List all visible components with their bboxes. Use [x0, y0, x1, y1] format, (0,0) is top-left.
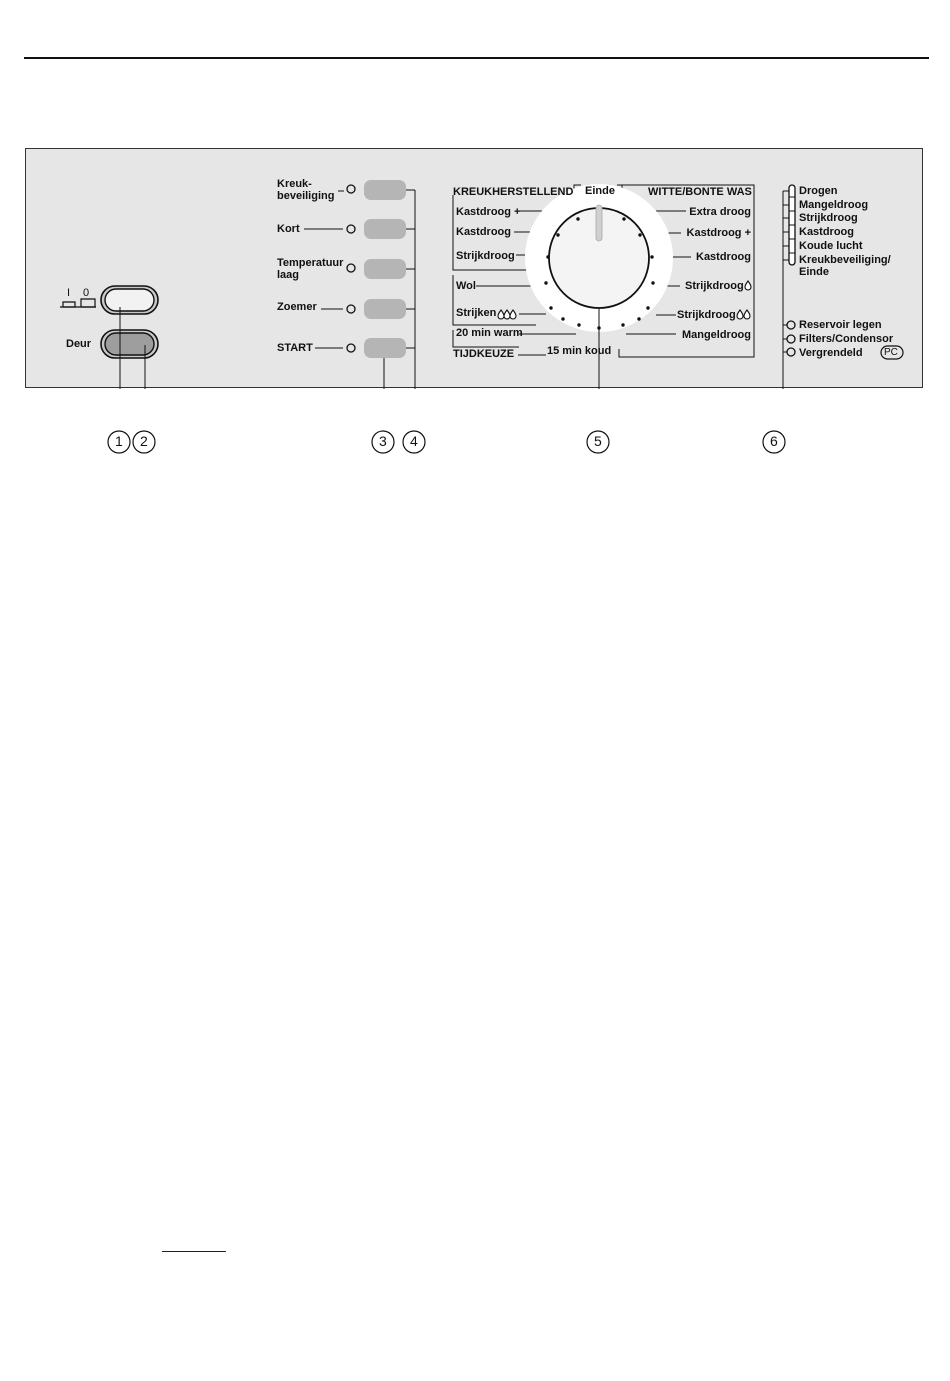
buzzer-label: Zoemer	[277, 301, 317, 313]
door-button[interactable]	[101, 330, 158, 358]
indicator-filter: Filters/Condensor	[799, 333, 894, 345]
start-led-icon	[347, 344, 355, 352]
dial-right-item-4: Strijkdroog	[685, 280, 744, 292]
progress-step-1: Drogen	[799, 185, 838, 197]
start-button	[364, 338, 406, 358]
crease-button	[364, 180, 406, 200]
dial-wool: Wol	[456, 280, 476, 292]
dial-right-item-1: Extra droog	[689, 206, 751, 218]
switch-symbol-icon	[60, 299, 96, 307]
callout-6: 6	[770, 433, 778, 449]
button-row-start	[315, 338, 406, 358]
dial-left-item-2: Kastdroog	[456, 226, 511, 238]
dial-right-item-5: Strijkdroog	[677, 309, 736, 321]
door-label: Deur	[66, 338, 92, 350]
dial-warm: 20 min warm	[456, 327, 523, 339]
buzzer-led-icon	[347, 305, 355, 313]
callout-3: 3	[379, 433, 387, 449]
temp-button	[364, 259, 406, 279]
crease-led-icon	[347, 185, 355, 193]
short-label: Kort	[277, 223, 300, 235]
progress-step-4: Kastdroog	[799, 226, 854, 238]
indicator-reservoir: Reservoir legen	[799, 319, 882, 331]
button-row-buzzer	[321, 299, 406, 319]
footnote-rule	[162, 1251, 226, 1252]
button-row-crease	[338, 180, 406, 200]
callout-1: 1	[115, 433, 123, 449]
reservoir-led-icon	[787, 321, 795, 329]
start-label: START	[277, 342, 313, 354]
power-button[interactable]	[101, 286, 158, 314]
dial-left-item-1: Kastdroog +	[456, 206, 521, 218]
progress-step-2: Mangeldroog	[799, 199, 869, 211]
dial-pointer-icon	[596, 205, 602, 241]
callout-2: 2	[140, 433, 148, 449]
pc-badge: PC	[884, 347, 898, 358]
dial-right-item-6: Mangeldroog	[681, 329, 751, 341]
callout-5: 5	[594, 433, 602, 449]
indicator-lock: Vergrendeld	[799, 347, 863, 359]
dial-group-top: Einde	[585, 185, 615, 197]
progress-bar	[783, 185, 795, 389]
power-on-symbol: I	[67, 287, 71, 299]
dial-group-left: KREUKHERSTELLEND	[453, 186, 574, 198]
dial-left-item-3: Strijkdroog	[456, 250, 515, 262]
dial-iron: Strijken	[456, 307, 497, 319]
temp-led-icon	[347, 264, 355, 272]
progress-step-5: Koude lucht	[799, 240, 863, 252]
callout-4: 4	[410, 433, 418, 449]
crease-label: Kreuk- beveiliging	[277, 178, 335, 202]
dial-right-item-2: Kastdroog +	[686, 227, 751, 239]
top-rule	[24, 57, 929, 59]
temp-label: Temperatuur laag	[277, 257, 344, 281]
filter-led-icon	[787, 335, 795, 343]
dial-cold: 15 min koud	[547, 345, 612, 357]
control-panel	[25, 148, 923, 388]
power-off-symbol: 0	[83, 287, 90, 299]
button-row-short	[304, 219, 406, 239]
lock-led-icon	[787, 348, 795, 356]
button-row-temp	[347, 259, 406, 279]
dial-right-item-3: Kastdroog	[696, 251, 751, 263]
dial-group-right: WITTE/BONTE WAS	[648, 186, 752, 198]
progress-step-3: Strijkdroog	[799, 212, 858, 224]
progress-step-6: Kreukbeveiliging/ Einde	[799, 254, 891, 278]
short-button	[364, 219, 406, 239]
buzzer-button	[364, 299, 406, 319]
short-led-icon	[347, 225, 355, 233]
dial-timer-label: TIJDKEUZE	[453, 348, 515, 360]
